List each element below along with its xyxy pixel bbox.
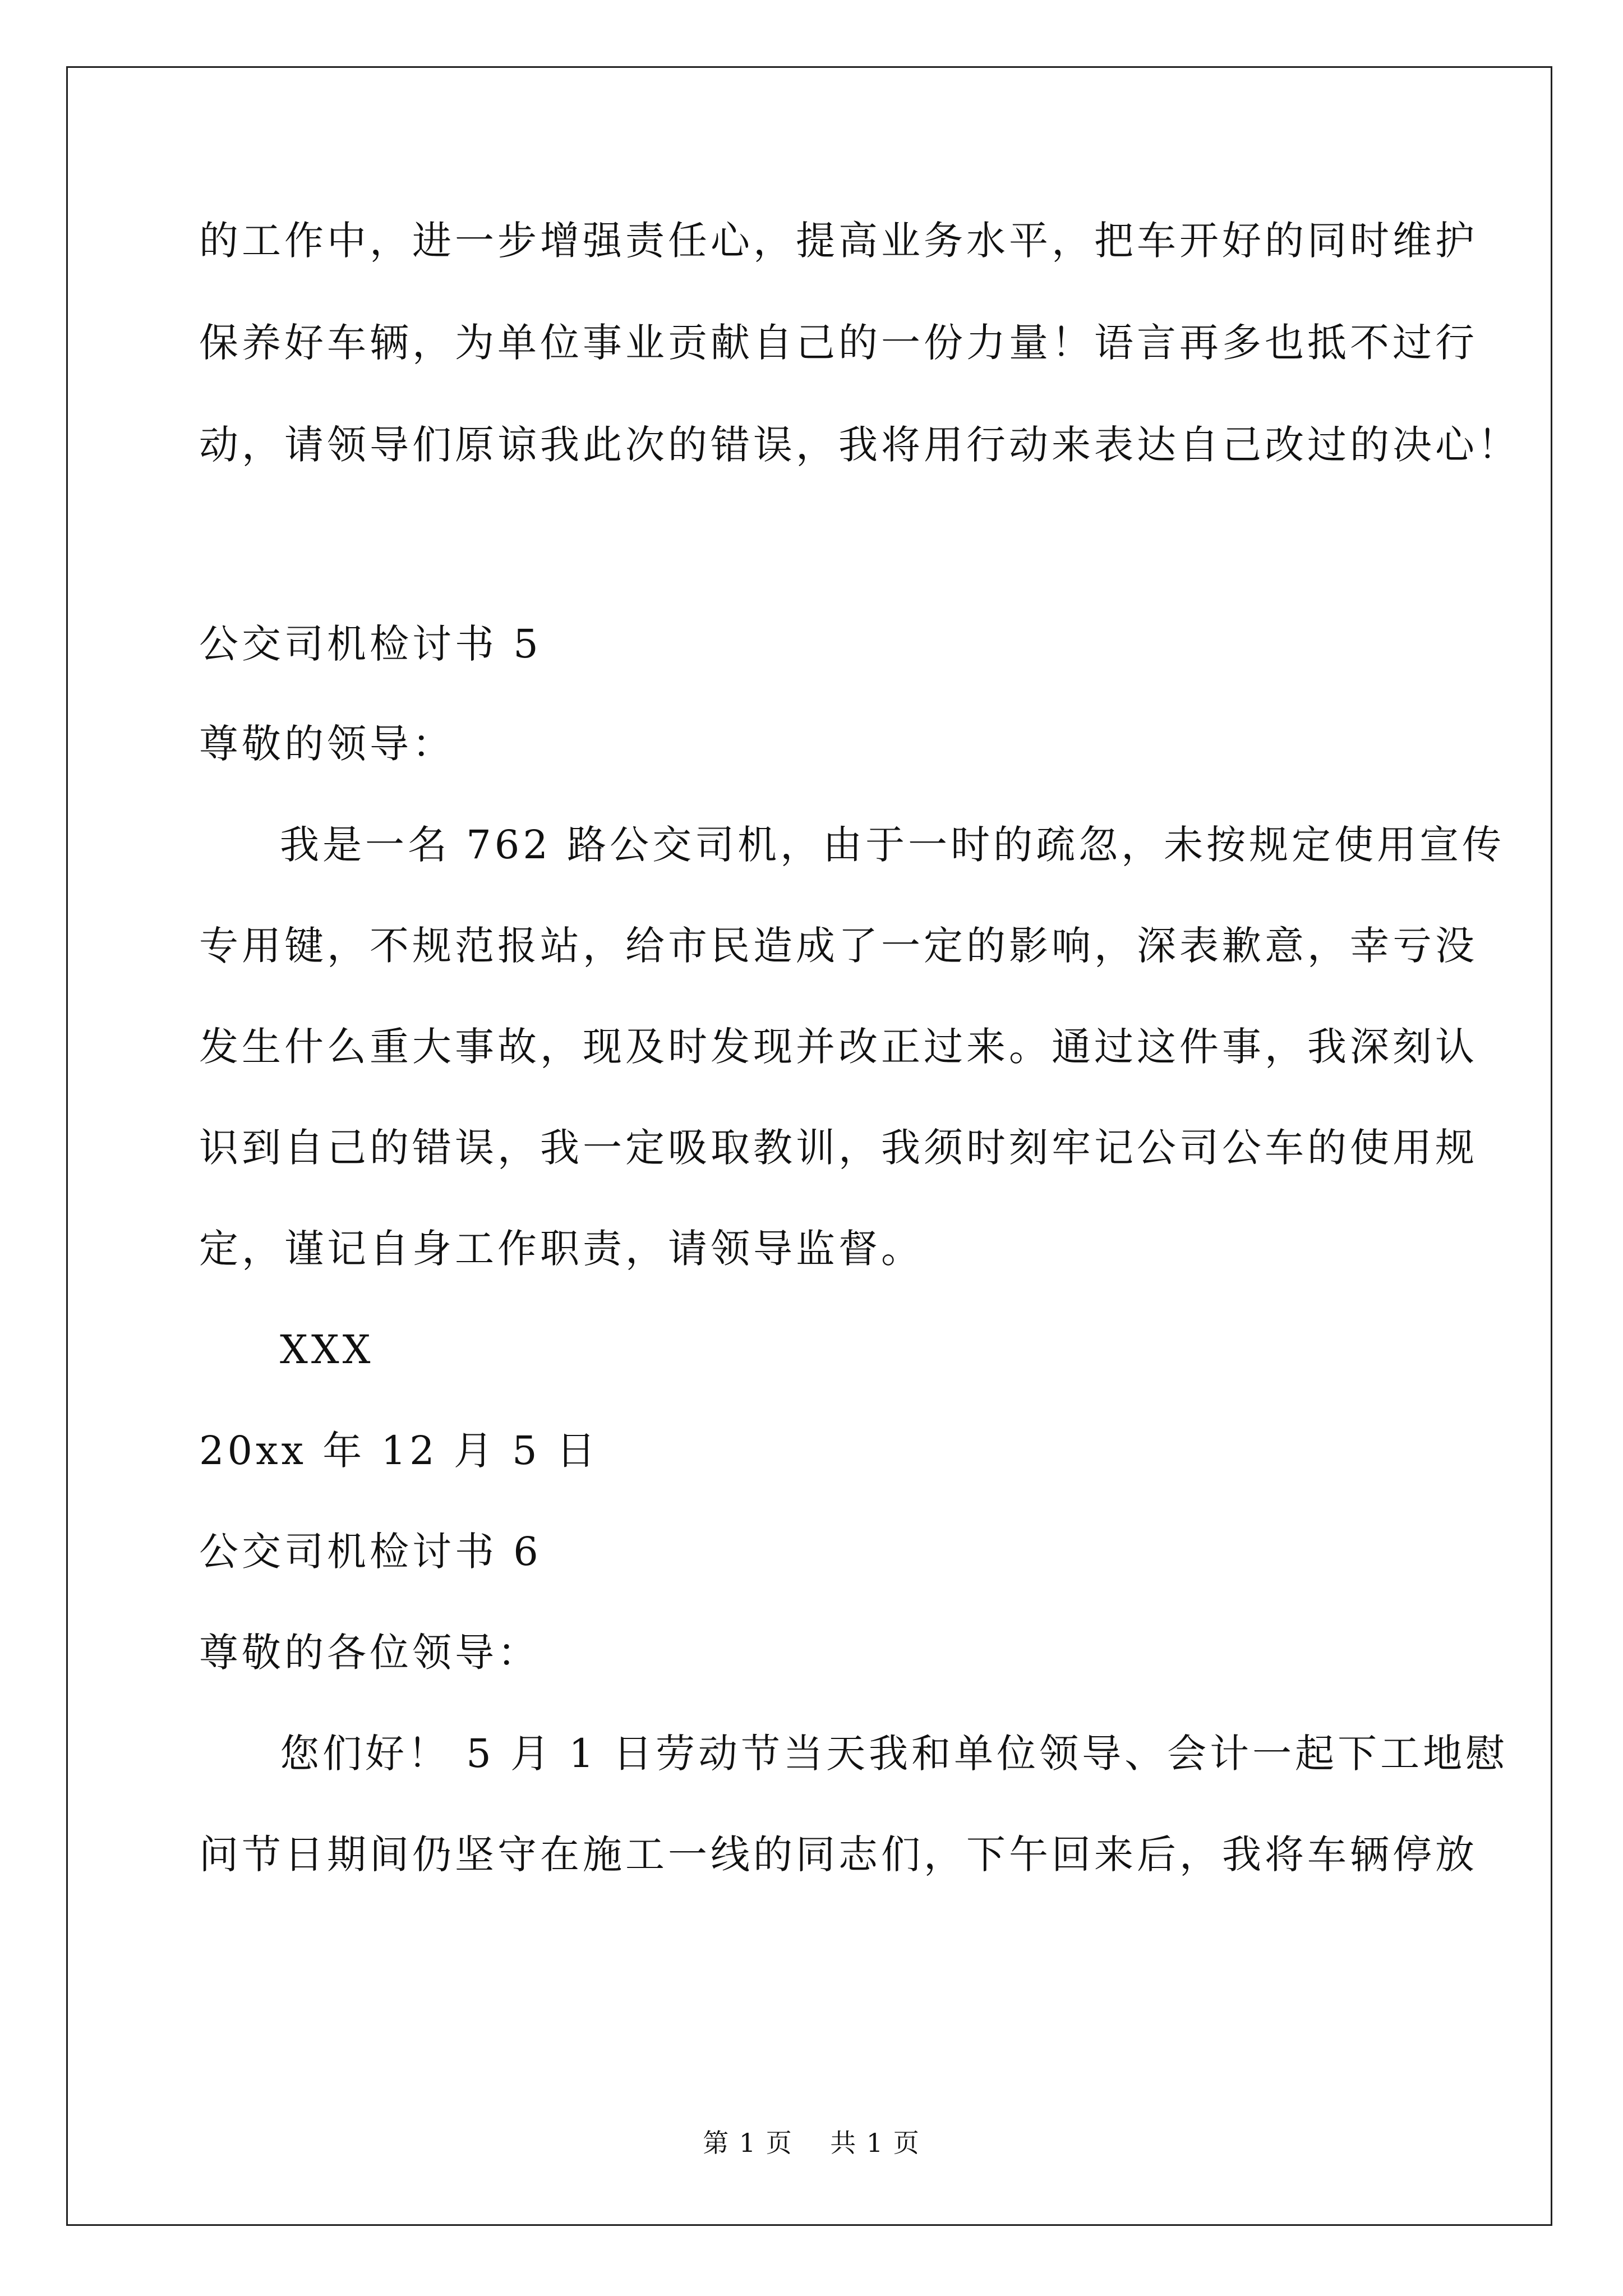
salutation: 尊敬的领导： bbox=[199, 721, 455, 767]
paragraph-line: 您们好！ 5 月 1 日劳动节当天我和单位领导、会计一起下工地慰 bbox=[280, 1731, 1509, 1777]
paragraph-line: 识到自己的错误，我一定吸取教训，我须时刻牢记公司公车的使用规 bbox=[199, 1125, 1478, 1171]
paragraph-line: 问节日期间仍坚守在施工一线的同志们，下午回来后，我将车辆停放 bbox=[199, 1832, 1478, 1878]
section-title: 公交司机检讨书 5 bbox=[199, 621, 542, 667]
paragraph-line: 发生什么重大事故，现及时发现并改正过来。通过这件事，我深刻认 bbox=[199, 1024, 1478, 1070]
document-body bbox=[199, 215, 1520, 1880]
page-footer bbox=[0, 2126, 1623, 2160]
salutation: 尊敬的各位领导： bbox=[199, 1630, 540, 1676]
paragraph-line: 我是一名 762 路公交司机，由于一时的疏忽，未按规定使用宣传 bbox=[280, 822, 1505, 868]
paragraph-line: 定，谨记自身工作职责，请领导监督。 bbox=[199, 1226, 924, 1272]
date: 20xx 年 12 月 5 日 bbox=[199, 1428, 599, 1474]
body-line: 动，请领导们原谅我此次的错误，我将用行动来表达自己改过的决心！ bbox=[199, 422, 1520, 468]
page-number: 第 1 页 共 1 页 bbox=[703, 2128, 920, 2158]
paragraph-line: 专用键，不规范报站，给市民造成了一定的影响，深表歉意，幸亏没 bbox=[199, 923, 1478, 969]
body-line: 保养好车辆，为单位事业贡献自己的一份力量！语言再多也抵不过行 bbox=[199, 320, 1478, 366]
body-line: 的工作中，进一步增强责任心，提高业务水平，把车开好的同时维护 bbox=[199, 218, 1478, 264]
signature: XXX bbox=[280, 1327, 374, 1373]
section-title: 公交司机检讨书 6 bbox=[199, 1529, 542, 1575]
